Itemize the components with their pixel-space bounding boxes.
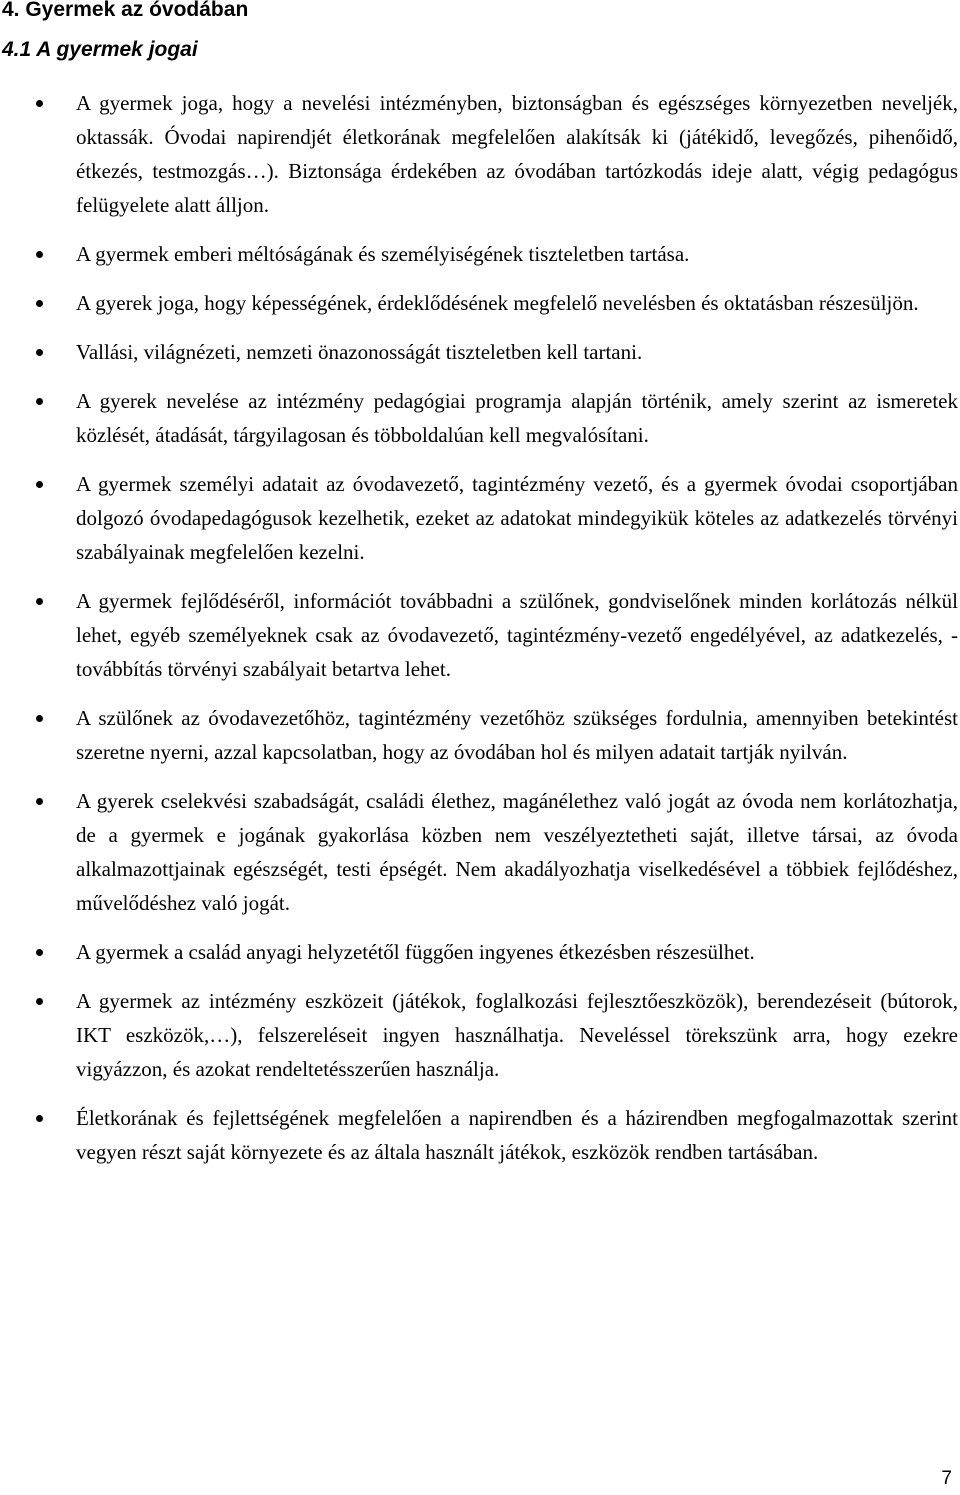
page-number: 7 xyxy=(941,1468,952,1489)
bullet-icon xyxy=(36,251,43,258)
section-title: 4.1 A gyermek jogai xyxy=(2,38,198,61)
list-item xyxy=(0,384,958,452)
bullet-icon xyxy=(36,398,43,405)
list-item-text: A gyerek cselekvési szabadságát, családi élethez, magánélethez való jogát az óvoda nem korlátozhatja, de a gyermek e jogának gyakorlása közben nem veszélyeztetheti saját, illetve társai, az óvoda alkalmazottjainak egészségét, testi épségét. Nem akadályozhatja viselkedésével a többiek fejlődéshez, művelődéshez való jogát. xyxy=(76,789,958,915)
list-item xyxy=(0,286,958,320)
list-item-text: A gyerek joga, hogy képességének, érdeklődésének megfelelő nevelésben és oktatásban részesüljön. xyxy=(76,291,919,315)
bullet-icon xyxy=(36,300,43,307)
list-item xyxy=(0,86,958,222)
list-item xyxy=(0,784,958,920)
chapter-title: 4. Gyermek az óvodában xyxy=(2,0,249,21)
list-item-text: A gyermek az intézmény eszközeit (játékok, foglalkozási fejlesztőeszközök), berendezéseit (bútorok, IKT eszközök,…), felszereléseit ingyen használhatja. Neveléssel törekszünk arra, hogy ezekre vigyázzon, és azokat rendeltetésszerűen használja. xyxy=(76,989,958,1081)
list-item xyxy=(0,335,958,369)
list-item xyxy=(0,467,958,569)
list-item xyxy=(0,935,958,969)
bullet-icon xyxy=(36,949,43,956)
bullet-icon xyxy=(36,349,43,356)
bullet-icon xyxy=(36,100,43,107)
list-item-text: Életkorának és fejlettségének megfelelően a napirendben és a házirendben megfogalmazottak szerint vegyen részt saját környezete és az általa használt játékok, eszközök rendben tartásában. xyxy=(76,1106,958,1164)
list-item-text: Vallási, világnézeti, nemzeti önazonosságát tiszteletben kell tartani. xyxy=(76,340,643,364)
bullet-icon xyxy=(36,998,43,1005)
list-item-text: A gyermek fejlődéséről, információt továbbadni a szülőnek, gondviselőnek minden korlátozás nélkül lehet, egyéb személyeknek csak az óvodavezető, tagintézmény-vezető engedélyével, az adatkezelés, -továbbítás törvényi szabályait betartva lehet. xyxy=(76,589,958,681)
list-item-text: A gyermek joga, hogy a nevelési intézményben, biztonságban és egészséges környezetben neveljék, oktassák. Óvodai napirendjét életkorának megfelelően alakítsák ki (játékidő, levegőzés, pihenőidő, étkezés, testmozgás…). Biztonsága érdekében az óvodában tartózkodás ideje alatt, végig pedagógus felügyelete alatt álljon. xyxy=(76,91,958,217)
list-item-text: A gyermek a család anyagi helyzetétől függően ingyenes étkezésben részesülhet. xyxy=(76,940,755,964)
bullet-icon xyxy=(36,481,43,488)
bullet-icon xyxy=(36,798,43,805)
list-item-text: A gyermek emberi méltóságának és személyiségének tiszteletben tartása. xyxy=(76,242,690,266)
rights-list xyxy=(0,86,958,1184)
list-item xyxy=(0,1101,958,1169)
list-item xyxy=(0,984,958,1086)
bullet-icon xyxy=(36,715,43,722)
list-item xyxy=(0,237,958,271)
list-item xyxy=(0,701,958,769)
list-item-text: A gyerek nevelése az intézmény pedagógiai programja alapján történik, amely szerint az ismeretek közlését, átadását, tárgyilagosan és többoldalúan kell megvalósítani. xyxy=(76,389,958,447)
list-item-text: A szülőnek az óvodavezetőhöz, tagintézmény vezetőhöz szükséges fordulnia, amennyiben betekintést szeretne nyerni, azzal kapcsolatban, hogy az óvodában hol és milyen adatait tartják nyilván. xyxy=(76,706,958,764)
list-item-text: A gyermek személyi adatait az óvodavezető, tagintézmény vezető, és a gyermek óvodai csoportjában dolgozó óvodapedagógusok kezelhetik, ezeket az adatokat mindegyikük köteles az adatkezelés törvényi szabályainak megfelelően kezelni. xyxy=(76,472,958,564)
list-item xyxy=(0,584,958,686)
bullet-icon xyxy=(36,1115,43,1122)
bullet-icon xyxy=(36,598,43,605)
